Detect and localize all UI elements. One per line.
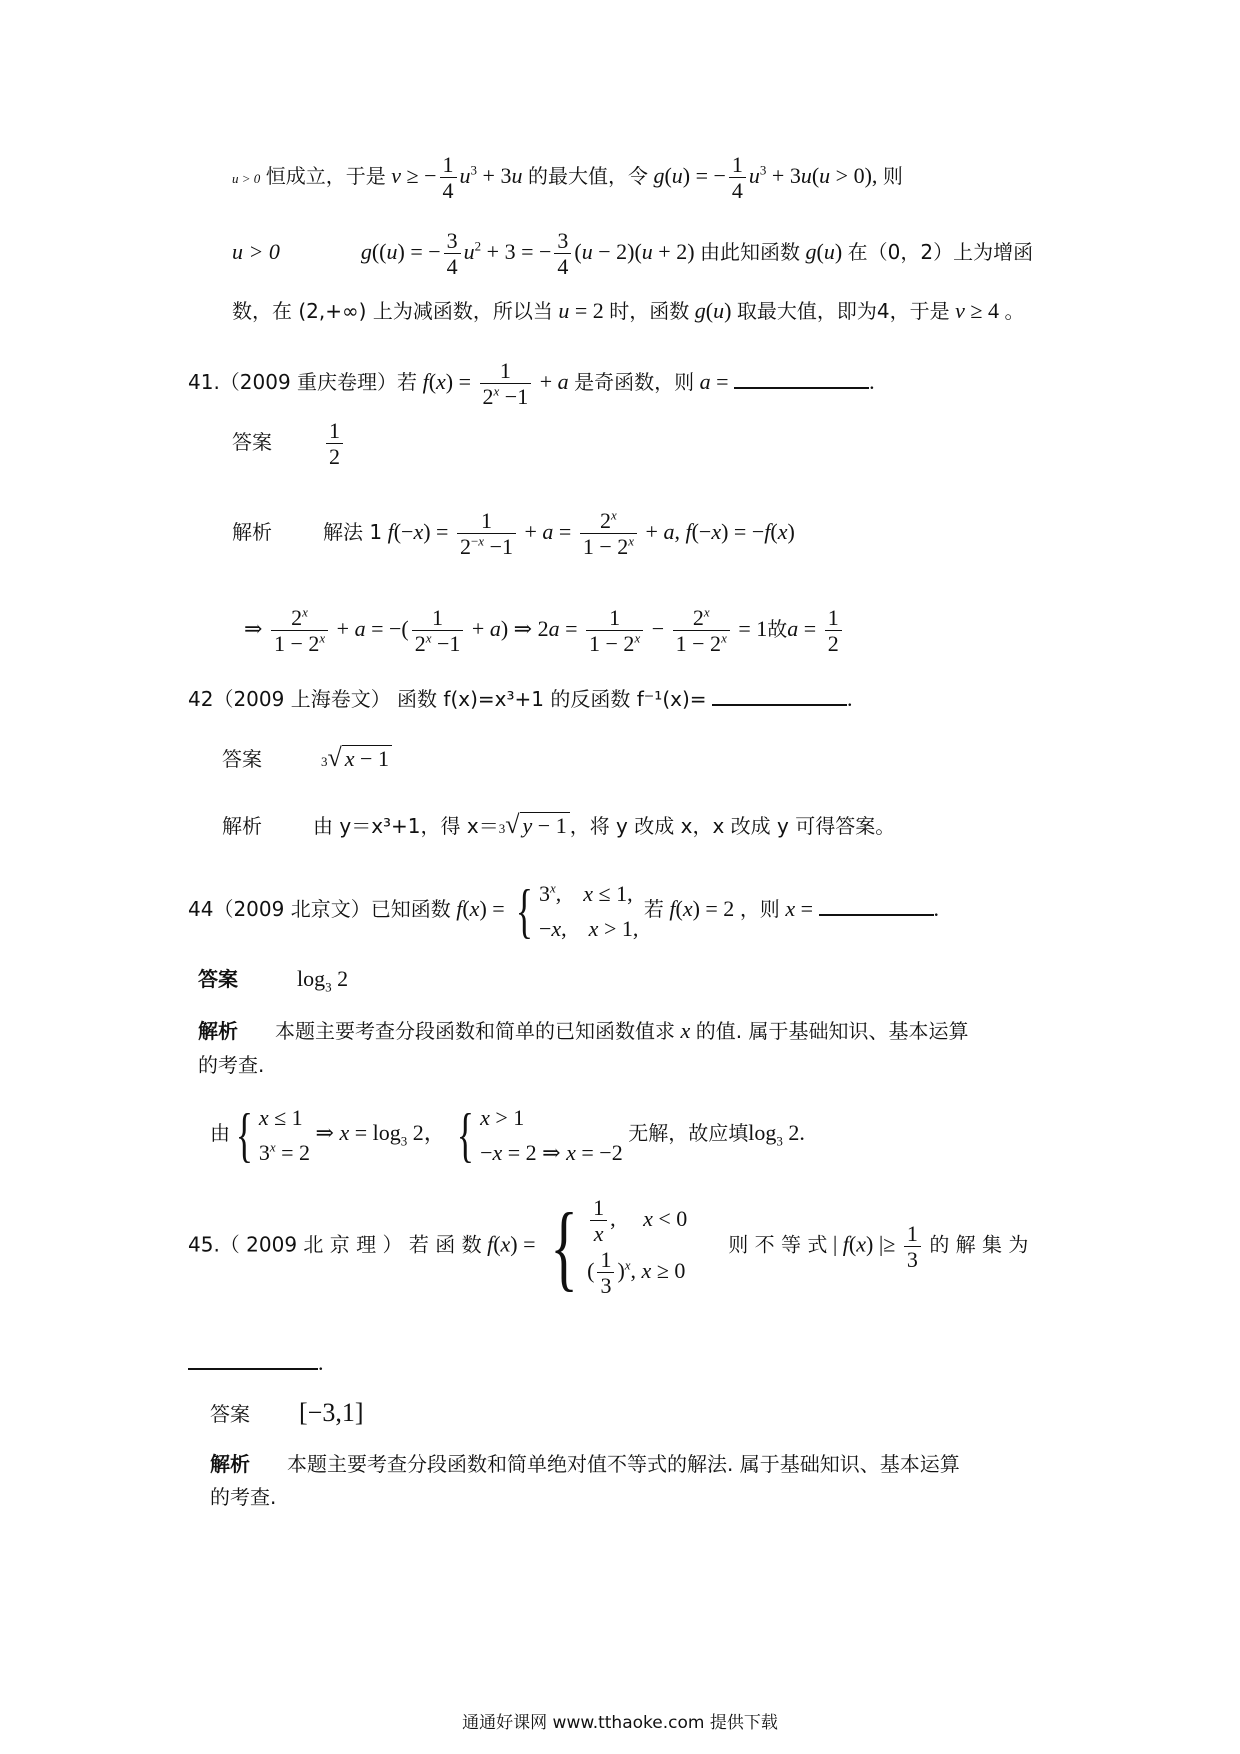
question-42: 42（2009 上海卷文） 函数 f(x)=x³+1 的反函数 f⁻¹(x)= .	[188, 686, 853, 711]
analysis-44-3: 由{ x ≤ 1 $3^x = 2$ ⇒ $x = \log_3 2$， { x > 1 −x = 2 ⇒ x = −2 无解，故应填$\log_3 2$.	[210, 1102, 805, 1169]
analysis-44-1: 解析 本题主要考查分段函数和简单的已知函数值求 x 的值. 属于基础知识、基本运算	[198, 1018, 969, 1043]
answer-41: 答案 $\frac{1}{2}$	[232, 418, 346, 470]
question-41: 41.（2009 重庆卷理）若 f(x) = $\frac{1}{2^x -1}$ + a 是奇函数，则 a = .	[188, 358, 875, 410]
question-44: 44（2009 北京文）已知函数 f(x) = { 3$^x$, x ≤ 1, −x, x > 1, 若 f(x) = 2 ，则 x = .	[188, 878, 939, 945]
line-40-2: u > 0 g((u) = − $\frac{3}{4}$ $u^2 + 3$ = − $\frac{3}{4}$ (u − 2)(u + 2) 由此知函数 g(u) 在（0，2）上为增函	[232, 228, 1034, 280]
answer-44: 答案 $\log_3 2$	[198, 966, 349, 995]
analysis-41-1: 解析 解法 1 f(−x) = $\frac{1}{2^{-x} -1}$ + a = $\frac{2^x}{1 - 2^x}$ + a, f(−x) = −f(x)	[232, 507, 795, 560]
analysis-41-2: ⇒ $\frac{2^x}{1 - 2^x}$ + a = −( $\frac{1}{2^x -1}$ + a) ⇒ 2a = $\frac{1}{1 - 2^x}$ − $\frac{2^x}{1 - 2^x}$ = 1故a = $\frac{1}{2}$	[244, 605, 845, 657]
question-45: 45.（ 2009 北 京 理 ） 若 函 数 f(x) = { $\frac{1}{x}$ , x < 0 ( $\frac{1}{3}$ )$^x$, x ≥ 0 则 不 等 式 | f(x) |≥ $\frac{1}{3}$ 的 解 集 为	[188, 1192, 1029, 1300]
line-40-1: u > 0 恒成立，于是 v ≥ − $\frac{1}{4}$ $u^3 + 3u$ 的最大值，令 g(u) = − $\frac{1}{4}$ $u^3 + 3u(u > 0)$, 则	[232, 152, 903, 204]
analysis-45-2: 的考查.	[210, 1485, 277, 1509]
analysis-45-1: 解析 本题主要考查分段函数和简单绝对值不等式的解法. 属于基础知识、基本运算	[210, 1452, 960, 1476]
blank-45: .	[188, 1352, 324, 1374]
line-40-3: 数，在 (2,+∞) 上为减函数，所以当 u = 2 时，函数 g(u) 取最大值，即为4，于是 v ≥ 4 。	[232, 298, 1025, 323]
page-footer: 通通好课网 www.tthaoke.com 提供下载	[462, 1713, 778, 1733]
analysis-44-2: 的考查.	[198, 1053, 265, 1077]
answer-45: 答案 [−3,1]	[210, 1398, 364, 1427]
answer-42: 答案 3√ x − 1	[222, 745, 392, 771]
cond-u-gt-0: u > 0	[232, 170, 261, 186]
analysis-42: 解析 由 y＝x³+1，得 x＝3√ y − 1 ，将 y 改成 x，x 改成 y 可得答案。	[222, 810, 896, 839]
